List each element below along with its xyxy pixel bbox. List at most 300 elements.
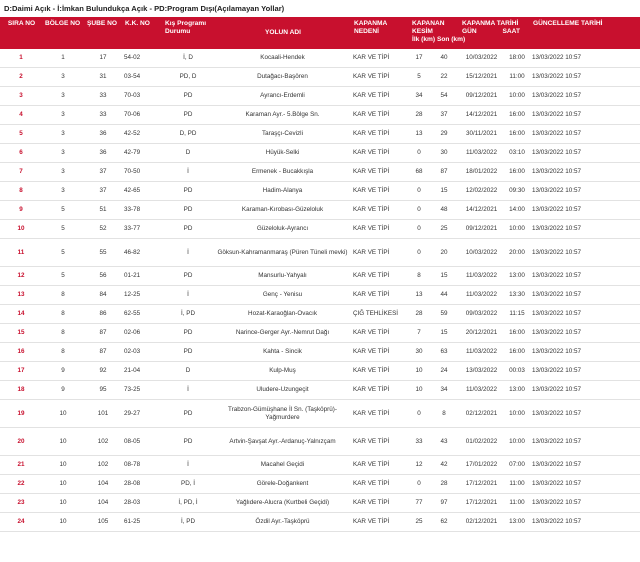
header-kk: K.K. NO [122,17,162,49]
row-kis: İ [162,239,214,267]
row-gun: 02/12/2021 [459,400,504,428]
row-neden: KAR VE TİPİ [351,513,409,532]
row-kk: 46-82 [122,239,162,267]
row-neden: KAR VE TİPİ [351,324,409,343]
row-kk: 01-21 [122,267,162,286]
row-bolge: 5 [42,267,84,286]
row-guncel: 13/03/2022 10:57 [530,494,640,513]
row-son: 15 [429,324,459,343]
row-yol: Görele-Doğankent [214,475,351,494]
row-no: 14 [0,305,42,324]
row-kk: 70-06 [122,106,162,125]
row-yol: Yağlıdere-Alucra (Kurtbeli Geçidi) [214,494,351,513]
row-ilk: 25 [409,513,429,532]
row-kis: PD [162,106,214,125]
row-bolge: 10 [42,494,84,513]
row-kk: 33-78 [122,201,162,220]
row-bolge: 5 [42,201,84,220]
row-sube: 52 [84,220,122,239]
row-bolge: 8 [42,343,84,362]
row-yol: Hadim-Alanya [214,182,351,201]
table-row [0,68,640,87]
row-son: 44 [429,286,459,305]
row-kis: PD [162,87,214,106]
row-ilk: 77 [409,494,429,513]
header-sira: SIRA NO [0,17,42,49]
row-saat: 13:00 [504,381,530,400]
row-no: 10 [0,220,42,239]
row-sube: 37 [84,163,122,182]
row-saat: 13:30 [504,286,530,305]
row-no: 22 [0,475,42,494]
row-neden: KAR VE TİPİ [351,286,409,305]
row-kis: PD, İ [162,475,214,494]
row-kis: PD [162,182,214,201]
row-guncel: 13/03/2022 10:57 [530,239,640,267]
row-ilk: 13 [409,125,429,144]
row-kk: 33-77 [122,220,162,239]
table-row [0,220,640,239]
table-row [0,513,640,532]
row-gun: 13/03/2022 [459,362,504,381]
row-sube: 33 [84,106,122,125]
row-kk: 29-27 [122,400,162,428]
row-saat: 18:00 [504,49,530,68]
table-row [0,428,640,456]
row-guncel: 13/03/2022 10:57 [530,49,640,68]
row-kk: 28-03 [122,494,162,513]
row-yol: Kulp-Muş [214,362,351,381]
row-saat: 14:00 [504,201,530,220]
row-son: 62 [429,513,459,532]
row-bolge: 5 [42,239,84,267]
row-gun: 30/11/2021 [459,125,504,144]
row-gun: 18/01/2022 [459,163,504,182]
row-son: 28 [429,475,459,494]
row-neden: KAR VE TİPİ [351,87,409,106]
row-saat: 07:00 [504,456,530,475]
row-guncel: 13/03/2022 10:57 [530,475,640,494]
table-row [0,125,640,144]
row-kis: D, PD [162,125,214,144]
row-son: 54 [429,87,459,106]
row-saat: 11:15 [504,305,530,324]
row-son: 20 [429,239,459,267]
row-yol: Mansurlu-Yahyalı [214,267,351,286]
row-ilk: 10 [409,362,429,381]
header-tarih-gun: GÜN [462,28,477,35]
row-bolge: 10 [42,400,84,428]
row-gun: 17/01/2022 [459,456,504,475]
row-sube: 102 [84,456,122,475]
row-gun: 11/03/2022 [459,286,504,305]
table-row [0,494,640,513]
row-bolge: 8 [42,305,84,324]
table-row [0,182,640,201]
row-kk: 21-04 [122,362,162,381]
row-yol: Narince-Gerger Ayr.-Nemrut Dağı [214,324,351,343]
row-sube: 36 [84,125,122,144]
row-ilk: 0 [409,475,429,494]
row-gun: 11/03/2022 [459,381,504,400]
header-tarih-saat: SAAT [502,28,520,35]
row-kk: 42-65 [122,182,162,201]
row-kk: 62-55 [122,305,162,324]
row-gun: 10/03/2022 [459,49,504,68]
row-gun: 10/03/2022 [459,239,504,267]
row-neden: KAR VE TİPİ [351,68,409,87]
row-saat: 10:00 [504,428,530,456]
row-kk: 54-02 [122,49,162,68]
row-guncel: 13/03/2022 10:57 [530,400,640,428]
row-bolge: 1 [42,49,84,68]
row-kk: 70-50 [122,163,162,182]
row-son: 63 [429,343,459,362]
row-son: 8 [429,400,459,428]
header-yol: YOLUN ADI [214,17,351,49]
row-guncel: 13/03/2022 10:57 [530,428,640,456]
table-row [0,343,640,362]
row-neden: KAR VE TİPİ [351,163,409,182]
row-no: 2 [0,68,42,87]
row-kis: İ, PD, İ [162,494,214,513]
row-yol: Ayrancı-Erdemli [214,87,351,106]
row-kk: 70-03 [122,87,162,106]
header-kesim-son: Son (km) [436,36,466,43]
row-no: 8 [0,182,42,201]
row-gun: 09/12/2021 [459,87,504,106]
row-sube: 104 [84,475,122,494]
row-bolge: 3 [42,106,84,125]
row-sube: 87 [84,343,122,362]
row-yol: Hüyük-Selki [214,144,351,163]
row-sube: 37 [84,182,122,201]
header-tarih [459,17,530,49]
row-bolge: 8 [42,324,84,343]
table-row [0,475,640,494]
row-kk: 42-79 [122,144,162,163]
row-gun: 12/02/2022 [459,182,504,201]
row-son: 30 [429,144,459,163]
row-yol: Genç - Yenisu [214,286,351,305]
row-kis: PD [162,400,214,428]
table-row [0,305,640,324]
row-bolge: 10 [42,428,84,456]
row-kis: İ, PD [162,513,214,532]
row-kk: 61-25 [122,513,162,532]
row-ilk: 0 [409,201,429,220]
row-saat: 10:00 [504,220,530,239]
row-sube: 92 [84,362,122,381]
row-ilk: 12 [409,456,429,475]
header-kesim-title: KAPANAN KESİM [412,20,445,35]
row-ilk: 0 [409,239,429,267]
row-neden: KAR VE TİPİ [351,400,409,428]
table-row [0,106,640,125]
row-kk: 73-25 [122,381,162,400]
row-saat: 16:00 [504,125,530,144]
row-neden: KAR VE TİPİ [351,239,409,267]
row-yol: Artvin-Şavşat Ayr.-Ardanuç-Yalnızçam [214,428,351,456]
row-saat: 20:00 [504,239,530,267]
row-ilk: 8 [409,267,429,286]
closed-roads-table [0,17,640,532]
row-guncel: 13/03/2022 10:57 [530,87,640,106]
row-ilk: 68 [409,163,429,182]
table-row [0,239,640,267]
row-sube: 84 [84,286,122,305]
row-neden: KAR VE TİPİ [351,267,409,286]
row-bolge: 3 [42,125,84,144]
row-saat: 16:00 [504,343,530,362]
table-row [0,267,640,286]
row-guncel: 13/03/2022 10:57 [530,125,640,144]
row-saat: 11:00 [504,68,530,87]
row-yol: Özdil Ayr.-Taşköprü [214,513,351,532]
row-sube: 105 [84,513,122,532]
row-ilk: 33 [409,428,429,456]
row-saat: 09:30 [504,182,530,201]
row-bolge: 5 [42,220,84,239]
row-guncel: 13/03/2022 10:57 [530,201,640,220]
row-no: 23 [0,494,42,513]
row-bolge: 10 [42,456,84,475]
row-yol: Taraşçı-Cevizli [214,125,351,144]
row-kis: İ [162,163,214,182]
table-row [0,456,640,475]
row-kis: İ, PD [162,305,214,324]
row-yol: Kocaali-Hendek [214,49,351,68]
row-bolge: 3 [42,144,84,163]
row-no: 6 [0,144,42,163]
row-kis: PD [162,201,214,220]
row-neden: KAR VE TİPİ [351,494,409,513]
row-saat: 11:00 [504,494,530,513]
row-gun: 09/03/2022 [459,305,504,324]
row-kis: D [162,144,214,163]
row-ilk: 0 [409,182,429,201]
header-sube: ŞUBE NO [84,17,122,49]
table-row [0,49,640,68]
row-saat: 11:00 [504,475,530,494]
table-row [0,87,640,106]
row-saat: 00:03 [504,362,530,381]
row-no: 16 [0,343,42,362]
row-guncel: 13/03/2022 10:57 [530,381,640,400]
row-neden: KAR VE TİPİ [351,182,409,201]
row-kis: İ [162,456,214,475]
row-kis: PD [162,324,214,343]
row-saat: 03:10 [504,144,530,163]
header-bolge: BÖLGE NO [42,17,84,49]
row-sube: 101 [84,400,122,428]
row-saat: 13:00 [504,267,530,286]
row-sube: 31 [84,68,122,87]
row-no: 5 [0,125,42,144]
row-yol: Hozat-Karaoğlan-Ovacık [214,305,351,324]
row-bolge: 3 [42,68,84,87]
header-kis: Kış Programı Durumu [162,17,214,49]
row-yol: Göksun-Kahramanmaraş (Püren Tüneli mevki) [214,239,351,267]
table-row [0,201,640,220]
row-guncel: 13/03/2022 10:57 [530,144,640,163]
table-row [0,381,640,400]
row-ilk: 17 [409,49,429,68]
row-saat: 16:00 [504,106,530,125]
row-ilk: 0 [409,400,429,428]
row-kk: 02-06 [122,324,162,343]
row-sube: 51 [84,201,122,220]
row-neden: KAR VE TİPİ [351,475,409,494]
row-bolge: 9 [42,362,84,381]
row-son: 15 [429,182,459,201]
row-neden: KAR VE TİPİ [351,456,409,475]
table-row [0,286,640,305]
header-tarih-title: KAPANMA TARİHİ [462,20,519,27]
row-no: 3 [0,87,42,106]
row-no: 9 [0,201,42,220]
row-yol: Karaman-Kırobası-Güzeloluk [214,201,351,220]
row-kk: 08-78 [122,456,162,475]
row-yol: Kahta - Sincik [214,343,351,362]
row-no: 13 [0,286,42,305]
row-kis: D [162,362,214,381]
row-sube: 33 [84,87,122,106]
row-kk: 28-08 [122,475,162,494]
row-gun: 17/12/2021 [459,475,504,494]
table-row [0,144,640,163]
row-saat: 16:00 [504,163,530,182]
row-saat: 10:00 [504,400,530,428]
header-kapanma: KAPANMA NEDENİ [351,17,409,49]
header-kesim-ilk: İlk (km) [412,36,436,43]
row-gun: 11/03/2022 [459,267,504,286]
row-son: 37 [429,106,459,125]
row-guncel: 13/03/2022 10:57 [530,182,640,201]
row-yol: Güzeloluk-Ayrancı [214,220,351,239]
row-gun: 20/12/2021 [459,324,504,343]
row-kis: İ, D [162,49,214,68]
row-guncel: 13/03/2022 10:57 [530,267,640,286]
row-gun: 09/12/2021 [459,220,504,239]
table-row [0,324,640,343]
row-bolge: 3 [42,182,84,201]
row-neden: KAR VE TİPİ [351,428,409,456]
row-son: 29 [429,125,459,144]
row-ilk: 30 [409,343,429,362]
row-sube: 56 [84,267,122,286]
row-yol: Ermenek - Bucakkışla [214,163,351,182]
row-no: 19 [0,400,42,428]
row-sube: 55 [84,239,122,267]
row-neden: KAR VE TİPİ [351,343,409,362]
row-gun: 02/12/2021 [459,513,504,532]
row-guncel: 13/03/2022 10:57 [530,362,640,381]
row-neden: KAR VE TİPİ [351,220,409,239]
row-gun: 14/12/2021 [459,106,504,125]
row-kk: 02-03 [122,343,162,362]
row-son: 24 [429,362,459,381]
row-yol: Trabzon-Gümüşhane İl Sn. (Taşköprü)-Yağmurdere [214,400,351,428]
table-row [0,362,640,381]
row-neden: KAR VE TİPİ [351,49,409,68]
row-ilk: 10 [409,381,429,400]
row-guncel: 13/03/2022 10:57 [530,513,640,532]
row-son: 43 [429,428,459,456]
row-ilk: 13 [409,286,429,305]
row-yol: Karaman Ayr.- 5.Bölge Sn. [214,106,351,125]
row-gun: 17/12/2021 [459,494,504,513]
row-kk: 12-25 [122,286,162,305]
row-bolge: 10 [42,513,84,532]
row-ilk: 7 [409,324,429,343]
row-guncel: 13/03/2022 10:57 [530,68,640,87]
row-no: 1 [0,49,42,68]
row-yol: Uludere-Uzungeçit [214,381,351,400]
row-neden: KAR VE TİPİ [351,106,409,125]
row-yol: Dutağacı-Başören [214,68,351,87]
row-kis: PD [162,428,214,456]
row-saat: 13:00 [504,513,530,532]
row-no: 11 [0,239,42,267]
row-kis: PD [162,343,214,362]
row-son: 22 [429,68,459,87]
row-kk: 03-54 [122,68,162,87]
row-kis: PD [162,220,214,239]
row-sube: 95 [84,381,122,400]
row-gun: 15/12/2021 [459,68,504,87]
row-saat: 10:00 [504,87,530,106]
row-son: 48 [429,201,459,220]
row-ilk: 28 [409,106,429,125]
row-ilk: 28 [409,305,429,324]
row-ilk: 5 [409,68,429,87]
row-bolge: 3 [42,163,84,182]
row-guncel: 13/03/2022 10:57 [530,286,640,305]
row-guncel: 13/03/2022 10:57 [530,163,640,182]
table-row [0,400,640,428]
row-sube: 36 [84,144,122,163]
row-neden: KAR VE TİPİ [351,381,409,400]
row-son: 40 [429,49,459,68]
row-kis: PD, D [162,68,214,87]
row-son: 97 [429,494,459,513]
row-guncel: 13/03/2022 10:57 [530,324,640,343]
row-guncel: 13/03/2022 10:57 [530,343,640,362]
row-gun: 11/03/2022 [459,343,504,362]
row-guncel: 13/03/2022 10:57 [530,220,640,239]
row-kis: İ [162,286,214,305]
row-ilk: 0 [409,144,429,163]
row-son: 25 [429,220,459,239]
table-header-row [0,17,640,49]
row-guncel: 13/03/2022 10:57 [530,305,640,324]
row-sube: 102 [84,428,122,456]
row-neden: ÇIĞ TEHLİKESİ [351,305,409,324]
row-sube: 17 [84,49,122,68]
row-sube: 104 [84,494,122,513]
row-yol: Macahel Geçidi [214,456,351,475]
row-no: 17 [0,362,42,381]
row-no: 15 [0,324,42,343]
row-bolge: 8 [42,286,84,305]
row-sube: 87 [84,324,122,343]
row-neden: KAR VE TİPİ [351,144,409,163]
row-neden: KAR VE TİPİ [351,125,409,144]
row-ilk: 0 [409,220,429,239]
row-ilk: 34 [409,87,429,106]
row-son: 15 [429,267,459,286]
